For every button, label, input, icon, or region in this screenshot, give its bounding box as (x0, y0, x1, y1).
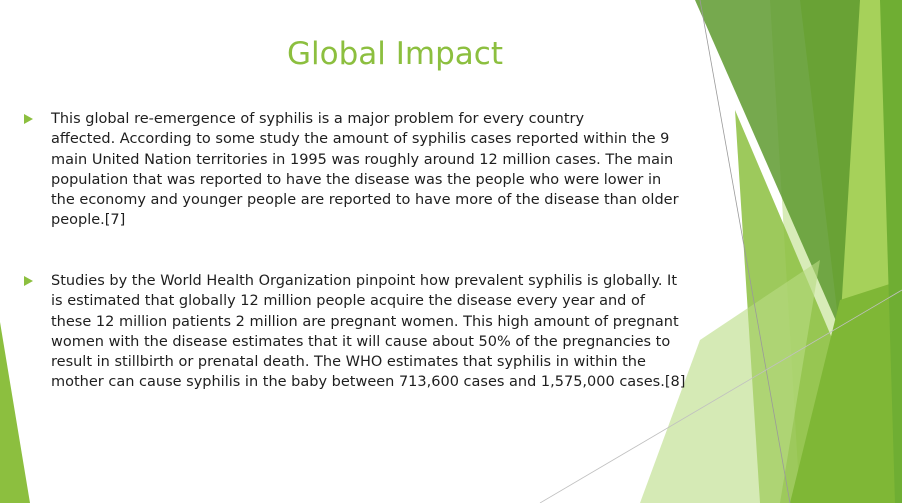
bullet-line: affected. According to some study the amount of syphilis cases reported within the 9 (51, 131, 670, 148)
bullet-line: people.[7] (51, 212, 126, 229)
slide-title: Global Impact (287, 36, 503, 72)
bullet-line: the economy and younger people are reported to have more of the disease than older (51, 192, 679, 209)
bullet-line: these 12 million patients 2 million are pregnant women. This high amount of pregnant (51, 313, 679, 330)
bullet-line: women with the disease estimates that it will cause about 50% of the pregnancies to (51, 333, 671, 350)
bullet-item-2 (51, 271, 721, 393)
bullet-arrow-icon (24, 276, 33, 286)
bullet-line: population that was reported to have the disease was the people who were lower in (51, 171, 662, 188)
bullet-arrow-icon (24, 114, 33, 124)
bullet-line: This global re-emergence of syphilis is a major problem for every country (51, 111, 585, 127)
bullet-item-1 (51, 109, 721, 231)
bullet-line: is estimated that globally 12 million people acquire the disease every year and of (51, 293, 645, 310)
bullet-line: Studies by the World Health Organization pinpoint how prevalent syphilis is globally. It (51, 273, 678, 289)
bullet-line: mother can cause syphilis in the baby between 713,600 cases and 1,575,000 cases.[8] (51, 374, 686, 391)
bullet-line: result in stillbirth or prenatal death. The WHO estimates that syphilis in within the (51, 354, 646, 371)
bullet-line: main United Nation territories in 1995 was roughly around 12 million cases. The main (51, 151, 674, 168)
